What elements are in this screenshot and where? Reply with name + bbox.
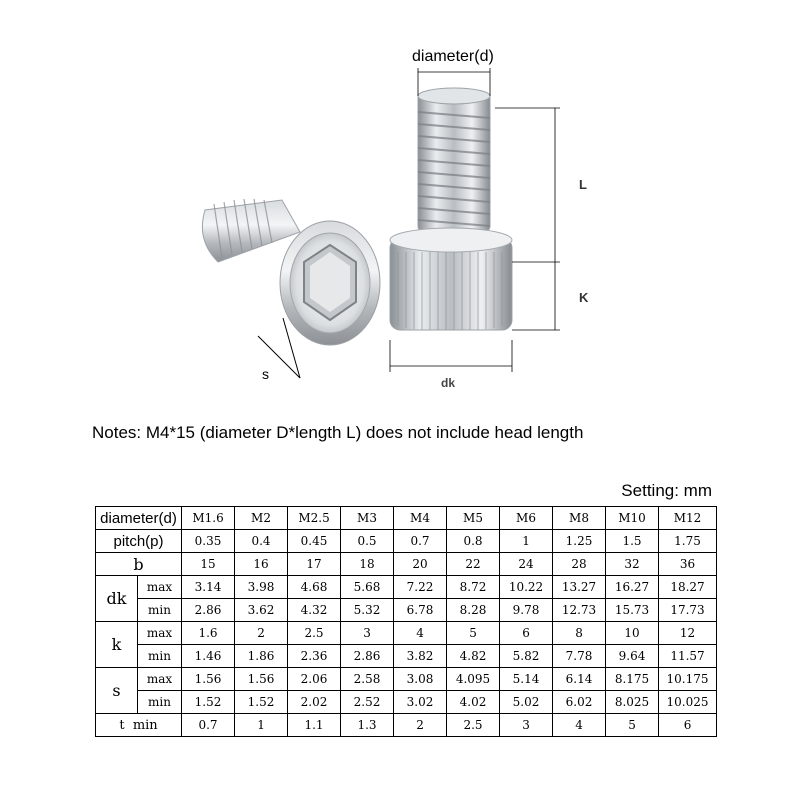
table-row <box>96 576 717 599</box>
table-cell: 5.68 <box>341 576 394 599</box>
table-cell: 2.5 <box>447 714 500 737</box>
socket-size-label: s <box>262 366 269 382</box>
table-cell: 10.025 <box>659 691 717 714</box>
table-cell: 2.86 <box>182 599 235 622</box>
upright-screw <box>390 88 512 330</box>
table-cell: 0.7 <box>182 714 235 737</box>
table-cell: 36 <box>659 553 717 576</box>
table-cell: 28 <box>553 553 606 576</box>
pitch-label: pitch(p) <box>96 530 182 553</box>
table-cell: 9.64 <box>606 645 659 668</box>
table-cell: 3.14 <box>182 576 235 599</box>
table-cell: 18 <box>341 553 394 576</box>
table-cell: M8 <box>553 507 606 530</box>
table-cell: 8.175 <box>606 668 659 691</box>
table-cell: 1.5 <box>606 530 659 553</box>
table-cell: M6 <box>500 507 553 530</box>
table-cell: 0.7 <box>394 530 447 553</box>
table-cell: 4 <box>553 714 606 737</box>
table-cell: 2.02 <box>288 691 341 714</box>
t-label: t min <box>96 714 182 737</box>
table-cell: 20 <box>394 553 447 576</box>
table-cell: 24 <box>500 553 553 576</box>
table-cell: 1.52 <box>235 691 288 714</box>
table-cell: 4 <box>394 622 447 645</box>
table-cell: 6.14 <box>553 668 606 691</box>
s-label: s <box>96 668 138 714</box>
table-cell: 0.45 <box>288 530 341 553</box>
table-cell: 6 <box>659 714 717 737</box>
table-cell: 2 <box>235 622 288 645</box>
table-row <box>96 668 717 691</box>
table-cell: 4.02 <box>447 691 500 714</box>
table-cell: 1.3 <box>341 714 394 737</box>
table-cell: 5.32 <box>341 599 394 622</box>
table-cell: 9.78 <box>500 599 553 622</box>
table-cell: 1.56 <box>235 668 288 691</box>
table-cell: 3.62 <box>235 599 288 622</box>
table-cell: 3 <box>500 714 553 737</box>
table-cell: 6 <box>500 622 553 645</box>
header-label: diameter(d) <box>96 507 182 530</box>
table-cell: 3.82 <box>394 645 447 668</box>
table-cell: M4 <box>394 507 447 530</box>
min-label: min <box>138 645 182 668</box>
table-cell: 1.56 <box>182 668 235 691</box>
max-label: max <box>138 668 182 691</box>
notes-text: Notes: M4*15 (diameter D*length L) does not include head length <box>92 423 584 442</box>
length-label: L <box>579 177 587 192</box>
table-cell: 1.46 <box>182 645 235 668</box>
table-cell: 10.22 <box>500 576 553 599</box>
table-cell: M1.6 <box>182 507 235 530</box>
table-row <box>96 553 717 576</box>
table-cell: M3 <box>341 507 394 530</box>
table-cell: M5 <box>447 507 500 530</box>
table-cell: 8 <box>553 622 606 645</box>
table-cell: 1.6 <box>182 622 235 645</box>
b-label: b <box>96 553 182 576</box>
table-cell: 7.22 <box>394 576 447 599</box>
table-cell: 5 <box>606 714 659 737</box>
table-row <box>96 530 717 553</box>
table-cell: 15.73 <box>606 599 659 622</box>
head-diameter-label: dk <box>441 376 456 390</box>
table-row <box>96 691 717 714</box>
table-cell: 7.78 <box>553 645 606 668</box>
max-label: max <box>138 576 182 599</box>
table-cell: 8.28 <box>447 599 500 622</box>
k-label: k <box>96 622 138 668</box>
table-cell: 0.8 <box>447 530 500 553</box>
table-cell: 17.73 <box>659 599 717 622</box>
unit-setting: Setting: mm <box>621 481 712 500</box>
table-cell: 5.14 <box>500 668 553 691</box>
table-cell: 32 <box>606 553 659 576</box>
table-cell: 1 <box>235 714 288 737</box>
table-cell: 2.06 <box>288 668 341 691</box>
table-cell: 5.02 <box>500 691 553 714</box>
table-cell: 2 <box>394 714 447 737</box>
table-cell: 17 <box>288 553 341 576</box>
table-cell: 1.75 <box>659 530 717 553</box>
diameter-label: diameter(d) <box>412 48 494 65</box>
table-cell: 1 <box>500 530 553 553</box>
table-cell: M2 <box>235 507 288 530</box>
table-cell: 5 <box>447 622 500 645</box>
table-cell: 15 <box>182 553 235 576</box>
table-cell: M10 <box>606 507 659 530</box>
table-cell: 11.57 <box>659 645 717 668</box>
table-cell: 8.72 <box>447 576 500 599</box>
table-cell: 4.32 <box>288 599 341 622</box>
table-cell: 3.98 <box>235 576 288 599</box>
table-cell: 5.82 <box>500 645 553 668</box>
dk-label: dk <box>96 576 138 622</box>
table-cell: 1.52 <box>182 691 235 714</box>
table-cell: 4.82 <box>447 645 500 668</box>
table-cell: M12 <box>659 507 717 530</box>
table-row <box>96 507 717 530</box>
table-cell: 2.86 <box>341 645 394 668</box>
table-cell: 10 <box>606 622 659 645</box>
table-row <box>96 599 717 622</box>
lying-screw <box>202 199 380 378</box>
table-cell: 1.25 <box>553 530 606 553</box>
table-cell: 2.36 <box>288 645 341 668</box>
table-cell: 12.73 <box>553 599 606 622</box>
table-cell: 3.02 <box>394 691 447 714</box>
table-cell: 10.175 <box>659 668 717 691</box>
table-row <box>96 645 717 668</box>
table-cell: M2.5 <box>288 507 341 530</box>
table-cell: 4.095 <box>447 668 500 691</box>
min-label: min <box>138 599 182 622</box>
head-height-label: K <box>579 290 589 305</box>
max-label: max <box>138 622 182 645</box>
spec-table <box>95 506 717 737</box>
table-cell: 6.02 <box>553 691 606 714</box>
table-cell: 1.1 <box>288 714 341 737</box>
table-row <box>96 714 717 737</box>
table-cell: 2.58 <box>341 668 394 691</box>
table-cell: 16.27 <box>606 576 659 599</box>
table-cell: 0.4 <box>235 530 288 553</box>
table-cell: 0.35 <box>182 530 235 553</box>
table-cell: 3 <box>341 622 394 645</box>
table-cell: 18.27 <box>659 576 717 599</box>
table-cell: 2.5 <box>288 622 341 645</box>
table-cell: 8.025 <box>606 691 659 714</box>
table-cell: 12 <box>659 622 717 645</box>
min-label: min <box>138 691 182 714</box>
table-cell: 16 <box>235 553 288 576</box>
table-cell: 6.78 <box>394 599 447 622</box>
table-row <box>96 622 717 645</box>
table-cell: 3.08 <box>394 668 447 691</box>
table-cell: 13.27 <box>553 576 606 599</box>
table-cell: 1.86 <box>235 645 288 668</box>
table-cell: 4.68 <box>288 576 341 599</box>
table-cell: 0.5 <box>341 530 394 553</box>
table-cell: 2.52 <box>341 691 394 714</box>
table-cell: 22 <box>447 553 500 576</box>
